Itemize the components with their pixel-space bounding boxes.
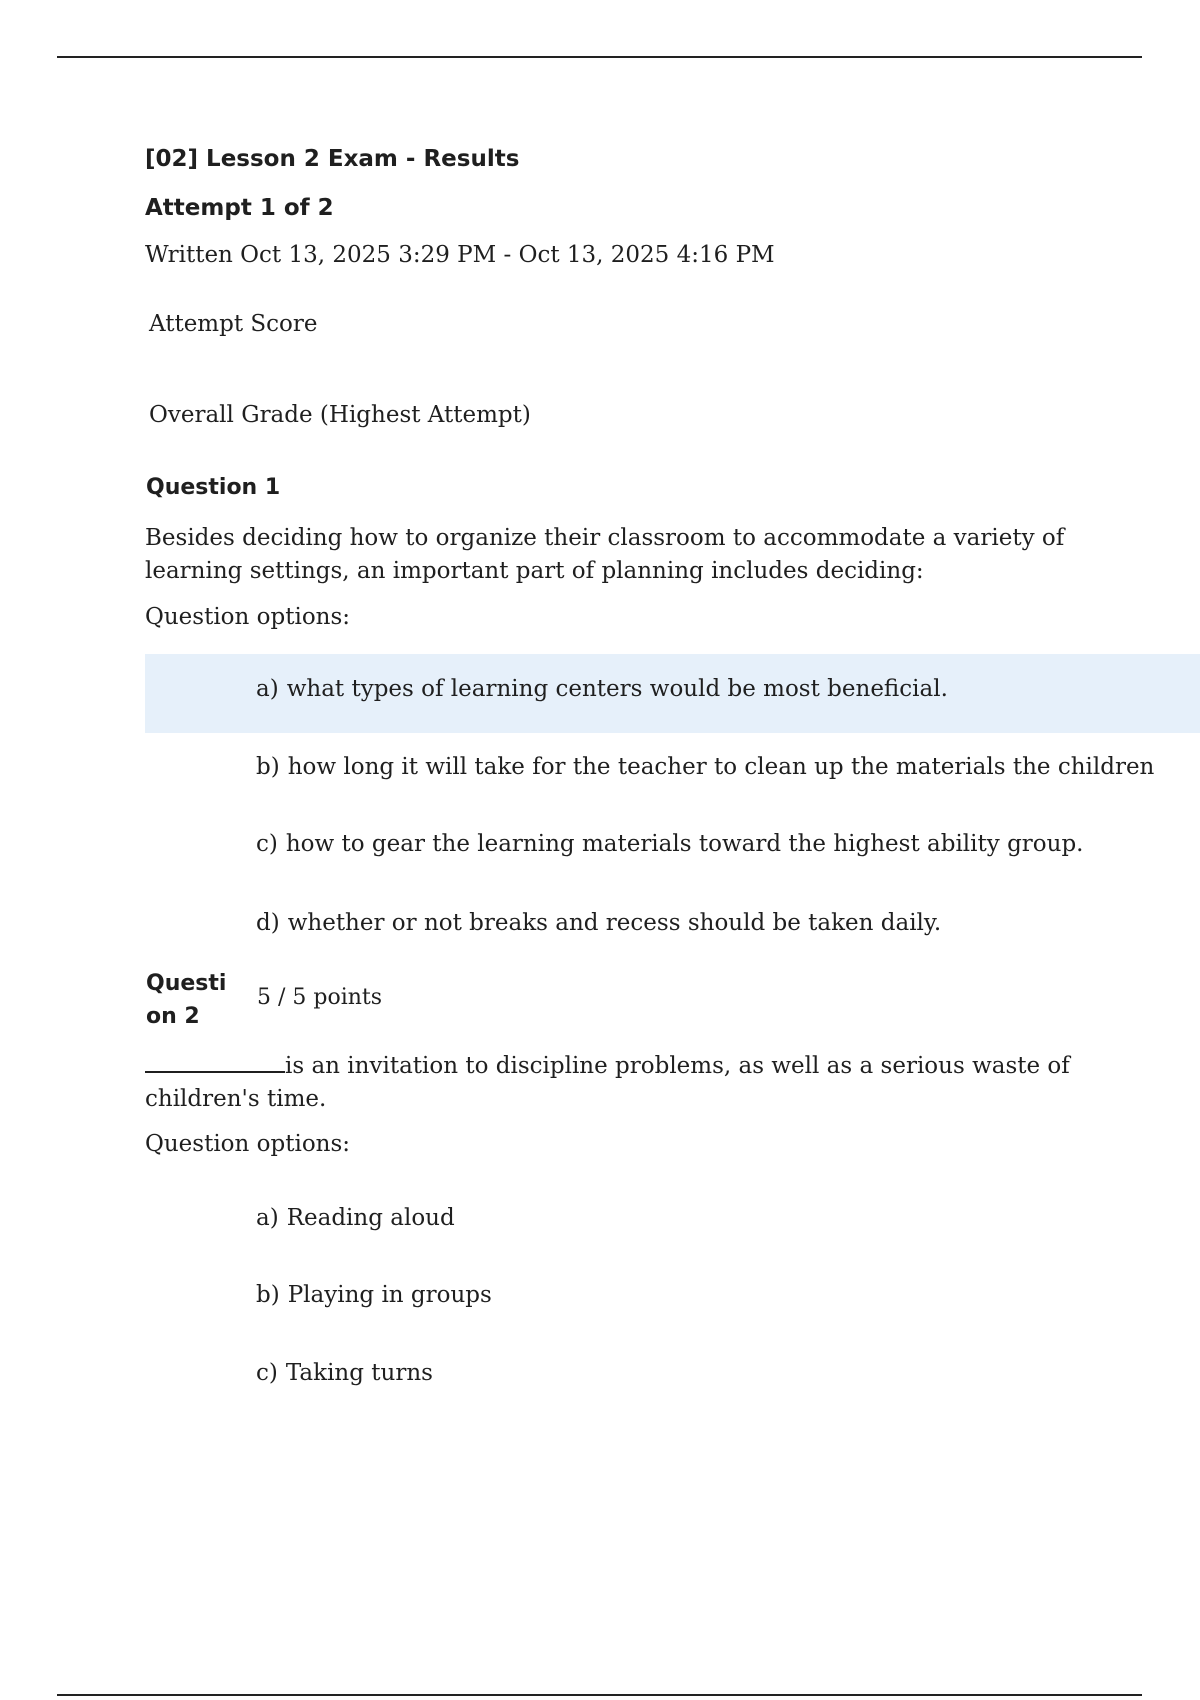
option-letter: b) xyxy=(256,754,280,780)
option-letter: d) xyxy=(256,910,280,936)
question-1-heading: Question 1 xyxy=(146,475,281,500)
option-text: Reading aloud xyxy=(286,1205,455,1231)
option-text: whether or not breaks and recess should be taken daily. xyxy=(287,910,942,936)
option-text: how to gear the learning materials toward the highest ability group. xyxy=(285,831,1084,857)
option-letter: b) xyxy=(256,1282,280,1308)
question-1-option-d[interactable] xyxy=(256,910,941,936)
question-2-heading: Questi on 2 xyxy=(146,971,227,1029)
option-letter: c) xyxy=(256,831,278,857)
question-2-option-b[interactable] xyxy=(256,1282,492,1308)
written-date-range: Written Oct 13, 2025 3:29 PM - Oct 13, 2025 4:16 PM xyxy=(145,242,775,268)
question-1-option-b[interactable] xyxy=(256,754,1154,780)
option-letter: a) xyxy=(256,1205,279,1231)
option-text: Taking turns xyxy=(285,1360,433,1386)
option-text: what types of learning centers would be most beneficial. xyxy=(286,676,948,702)
question-2-text-body: is an invitation to discipline problems, as well as a serious waste of children's time. xyxy=(145,1053,1070,1112)
exam-title: [02] Lesson 2 Exam - Results xyxy=(145,146,520,172)
question-1-option-a[interactable] xyxy=(256,676,948,702)
question-2-option-c[interactable] xyxy=(256,1360,433,1386)
option-text: how long it will take for the teacher to clean up the materials the children xyxy=(287,754,1155,780)
option-text: Playing in groups xyxy=(287,1282,492,1308)
question-2-text xyxy=(145,1049,1105,1116)
top-divider xyxy=(57,56,1142,58)
fill-in-blank xyxy=(145,1049,285,1073)
question-1-text: Besides deciding how to organize their classroom to accommodate a variety of learning settings, an important part of planning includes deciding: xyxy=(145,525,1065,584)
question-2-points: 5 / 5 points xyxy=(257,985,383,1010)
option-letter: a) xyxy=(256,676,279,702)
question-1-option-c[interactable] xyxy=(256,831,1083,857)
attempt-score-label: Attempt Score xyxy=(149,311,318,337)
bottom-divider xyxy=(57,1694,1142,1696)
question-2-option-a[interactable] xyxy=(256,1205,455,1231)
overall-grade-label: Overall Grade (Highest Attempt) xyxy=(149,402,531,428)
option-letter: c) xyxy=(256,1360,278,1386)
attempt-label: Attempt 1 of 2 xyxy=(145,195,334,221)
question-1-options-label: Question options: xyxy=(145,604,351,630)
question-2-options-label: Question options: xyxy=(145,1131,351,1157)
